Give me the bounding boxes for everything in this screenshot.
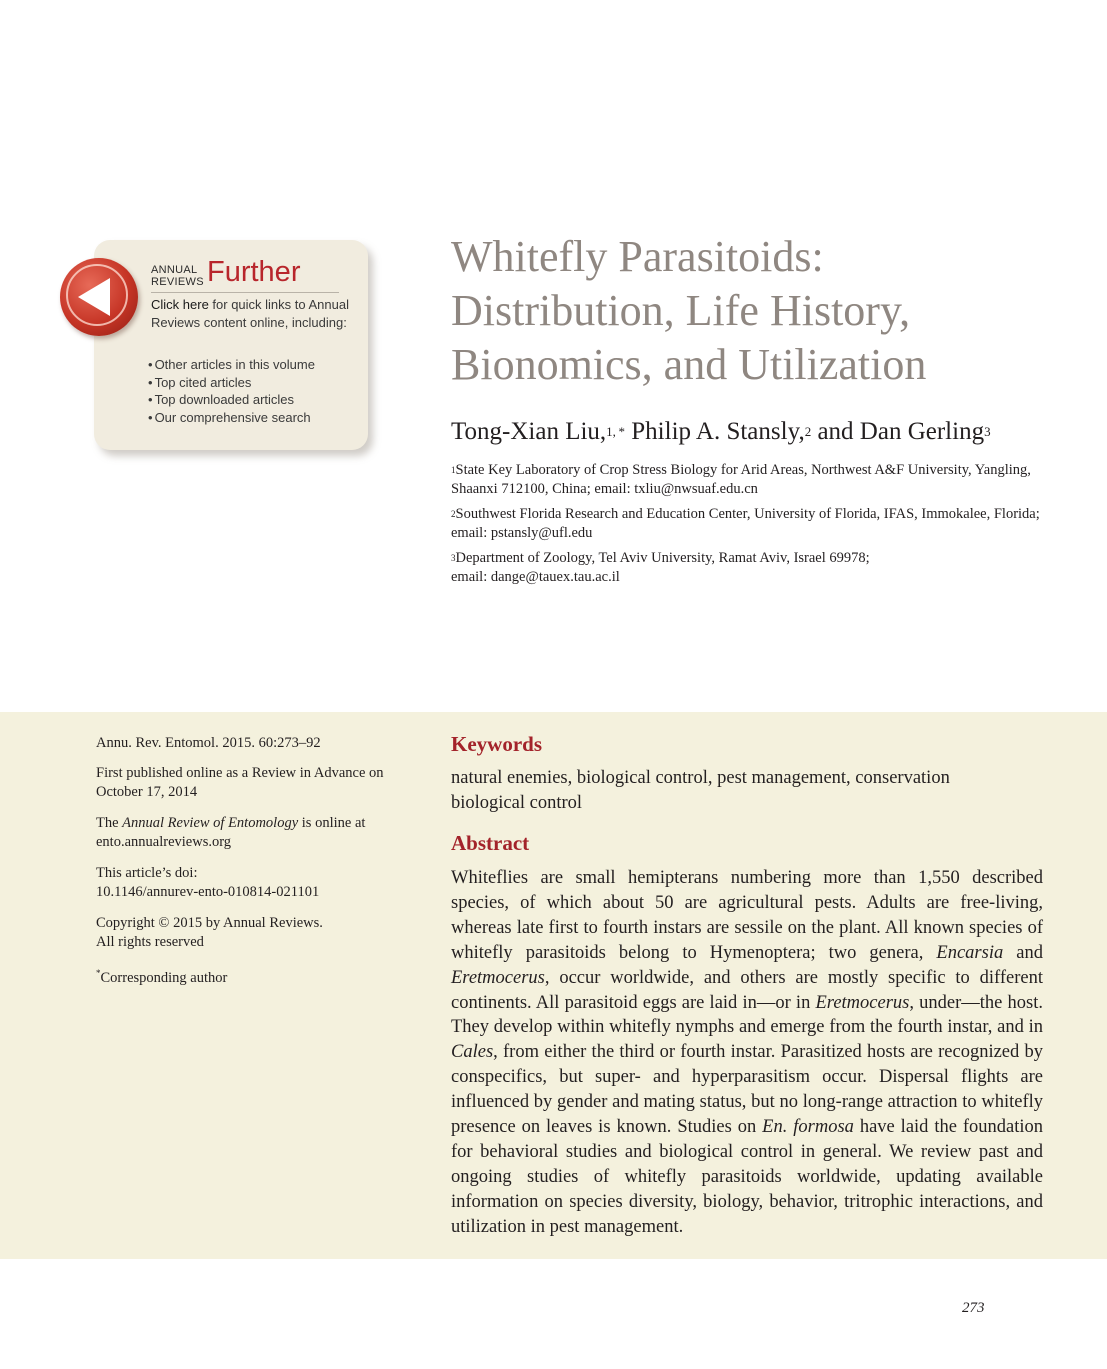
author-affiliation-mark: 2 (804, 424, 812, 439)
journal-name: Annual Review of Entomology (122, 815, 299, 831)
abstract-text (451, 866, 1043, 1240)
affiliation-2 (451, 505, 1051, 543)
abstract-text-run: , under—the host. They develop within whitefly nymphs and emerge from the fourth instar, and in (451, 992, 1044, 1038)
affiliation-mark: 1 (451, 465, 456, 475)
further-description (151, 296, 351, 331)
page-number: 273 (962, 1300, 985, 1316)
click-here-link[interactable]: Click here (151, 297, 209, 312)
abstract-text-run: , from either the third or fourth instar. Parasitized hosts are recognized by conspecifics, but super- and hyperparasitism occur. Dispersal flights are influenced by gender and mating status, but no long-range attraction to whitefly presence on leaves is known. Studies on (451, 1042, 1043, 1138)
corresponding-text: Corresponding author (100, 969, 228, 986)
affiliation-3 (451, 549, 1051, 568)
further-links-list (148, 356, 315, 426)
further-link-other-articles[interactable]: • Other articles in this volume (148, 356, 315, 374)
author-name: Philip A. Stansly, (625, 418, 805, 445)
author-list (451, 416, 991, 448)
doi-label: This article’s doi: (96, 865, 198, 881)
affiliation-mark: 3 (451, 553, 456, 563)
author-affiliation-mark: 3 (984, 424, 991, 439)
affiliation-3-email (451, 568, 1051, 587)
first-published: First published online as a Review in Advance on October 17, 2014 (96, 765, 384, 800)
online-info-pre: The (96, 815, 123, 831)
article-title (451, 230, 1071, 392)
left-arrow-shape (78, 278, 110, 316)
corresponding-mark: * (96, 968, 101, 978)
abstract-italic-term: Encarsia (936, 942, 1004, 963)
corresponding-author (96, 964, 416, 988)
affiliation-1 (451, 461, 1051, 499)
reviews-label: REVIEWS (151, 276, 204, 288)
further-link-search[interactable]: • Our comprehensive search (148, 409, 315, 427)
affiliation-text: State Key Laboratory of Crop Stress Biology for Arid Areas, Northwest A&F University, Yangling, Shaanxi 712100, China; email: txliu@nwsuaf.edu.cn (451, 462, 1031, 497)
abstract-italic-term: Cales (451, 1042, 494, 1063)
author-name: Tong-Xian Liu, (451, 418, 607, 445)
keywords-heading: Keywords (451, 732, 542, 756)
keywords-text: natural enemies, biological control, pest management, conservation biological control (451, 768, 950, 813)
further-divider (151, 292, 339, 293)
author-name: and Dan Gerling (811, 418, 985, 445)
further-link-top-cited[interactable]: • Top cited articles (148, 374, 315, 392)
annual-label: ANNUAL (151, 264, 198, 276)
title-line-2: Distribution, Life History, (451, 286, 911, 335)
rights: All rights reserved (96, 934, 204, 950)
abstract-text-run: have laid the foundation for behavioral studies and biological control in general. We review past and ongoing studies of whitefly parasitoids worldwide, updating available information on species diversity, biology, behavior, tritrophic interactions, and utilization in pest management. (451, 1117, 1044, 1237)
affiliation-mark: 2 (451, 509, 456, 519)
online-info-post: is online at ento.annualreviews.org (96, 815, 366, 850)
online-info (96, 814, 386, 852)
abstract-text-run: , occur worldwide, and others are mostly specific to different continents. All parasitoid eggs are laid in—or in (451, 967, 1043, 1013)
back-arrow-icon[interactable] (60, 258, 138, 336)
abstract-text-run: and (1003, 942, 1043, 963)
abstract-heading: Abstract (451, 831, 530, 855)
abstract-italic-term: Eretmocerus (815, 992, 910, 1013)
abstract-italic-term: En. formosa (762, 1117, 854, 1138)
title-line-1: Whitefly Parasitoids: (451, 232, 824, 281)
abstract-italic-term: Eretmocerus (451, 967, 545, 988)
abstract-text-run: Whiteflies are small hemipterans numbering more than 1,550 described species, of which about 50 are agricultural pests. Adults are free-living, whereas late first to fourth instars are sessile on the plant. All known species of whitefly parasitoids belong to Hymenoptera; two genera, (451, 868, 1043, 963)
affiliation-text: Department of Zoology, Tel Aviv University, Ramat Aviv, Israel 69978; (455, 550, 870, 566)
title-line-3: Bionomics, and Utilization (451, 340, 927, 389)
further-description-text: for quick links to Annual Reviews content online, including: (151, 297, 349, 330)
further-title: Further (207, 256, 301, 288)
citation: Annu. Rev. Entomol. 2015. 60:273–92 (96, 735, 321, 751)
copyright: Copyright © 2015 by Annual Reviews. (96, 915, 323, 931)
further-link-top-downloaded[interactable]: • Top downloaded articles (148, 391, 315, 409)
author-affiliation-mark: 1, * (606, 424, 626, 439)
affiliation-text: Southwest Florida Research and Education Center, University of Florida, IFAS, Immokalee, Florida; email: pstansly@ufl.edu (451, 506, 1040, 541)
affiliation-text: email: dange@tauex.tau.ac.il (451, 569, 620, 585)
doi-link[interactable]: 10.1146/annurev-ento-010814-021101 (96, 884, 320, 900)
